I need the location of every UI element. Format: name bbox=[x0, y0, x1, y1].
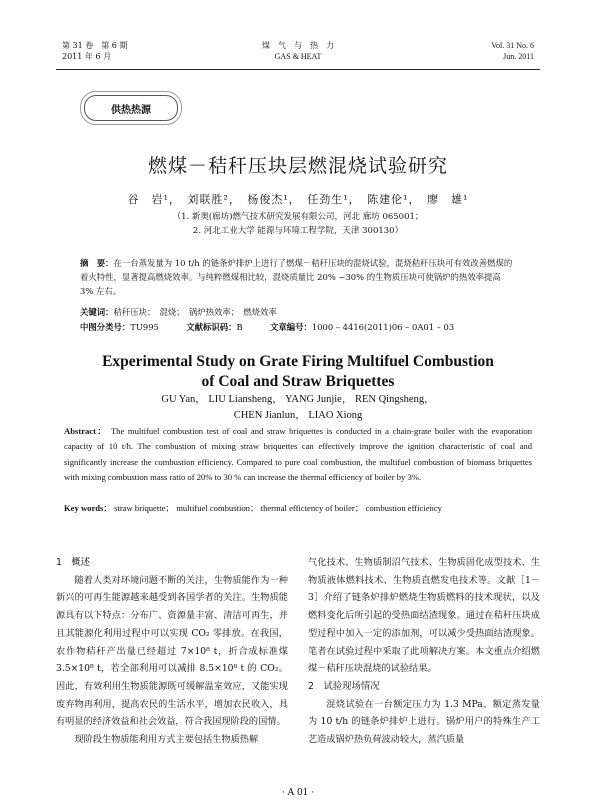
abstract-en bbox=[64, 424, 532, 485]
paragraph-intro-2: 现阶段生物质能利用方式主要包括生物质热解 bbox=[74, 734, 259, 746]
doc-code-label: 文献标识码： bbox=[186, 322, 237, 332]
paper-title-en bbox=[0, 352, 596, 392]
abstract-label-en: Abstract： bbox=[64, 426, 108, 436]
journal-issue-en bbox=[491, 40, 534, 62]
page-number: · A 01 · bbox=[281, 788, 315, 798]
journal-volume: 第 31 卷 第 6 期 bbox=[62, 41, 128, 50]
keywords-label-cn: 关键词： bbox=[80, 307, 114, 317]
clc-label: 中图分类号： bbox=[80, 322, 131, 332]
paragraph-site-1: 混烧试验在一台额定压力为 1.3 MPa、额定蒸发量为 10 t/h 的链条炉排炉上进行。锅炉用户的特殊生产工艺造成锅炉热负荷波动较大，蒸汽质量 bbox=[308, 698, 540, 746]
keywords-en bbox=[64, 501, 532, 516]
article-no-value: 1000 – 4416(2011)06 – 0A01 – 03 bbox=[311, 322, 455, 332]
paper-title-cn: 燃煤－秸秆压块层燃混烧试验研究 bbox=[147, 155, 448, 177]
body-column-left bbox=[56, 554, 288, 749]
authors-en-line2: CHEN Jianlun， LIAO Xiong bbox=[233, 410, 363, 421]
abstract-text-cn: 在一台蒸发量为 10 t/h 的链条炉排炉上进行了燃煤－秸秆压块的混烧试验，混烧秸秆压块可有效改善燃煤的着火特性，显著提高燃烧效率。与纯粹燃煤相比较，混烧质量比 20% ~30% 的生物质压块可使锅炉的热效率提高 3% 左右。 bbox=[80, 258, 513, 296]
journal-date-en: Jun. 2011 bbox=[503, 52, 534, 61]
journal-volume-en: Vol. 31 No. 6 bbox=[491, 41, 534, 50]
authors-en-line1: GU Yan， LIU Liansheng， YANG Junjie， REN Qingsheng， bbox=[161, 394, 435, 405]
keywords-text-cn: 秸秆压块； 混烧； 锅炉热效率； 燃烧效率 bbox=[113, 307, 277, 317]
clc-value: TU995 bbox=[130, 322, 159, 332]
classification-line bbox=[80, 320, 516, 334]
doc-code-value: B bbox=[236, 322, 243, 332]
article-no-label: 文章编号： bbox=[269, 322, 312, 332]
paragraph-intro-1: 随着人类对环境问题不断的关注，生物质能作为一种新兴的可再生能源越来越受到各国学者的关注。生物质能源具有以下特点：分布广、资源量丰富、清洁可再生，并且其能源化利用过程中可以实现 CO₂ 零排放。在我国，农作物秸秆产出量已经超过 7×10⁸ t，折合成标准煤 3.5×10⁸ t，若全部利用可以减排 8.5×10⁸ t 的 CO₂。因此，有效利用生物质能源既可缓解温室效应，又能实现废弃物再利用，提高农民的生活水平，增加农民收入，具有明显的经济效益和社会效益，符合我国现阶段的国情。 bbox=[56, 574, 288, 728]
paper-title-en-line1: Experimental Study on Grate Firing Multifuel Combustion bbox=[102, 353, 494, 370]
authors-cn: 谷 岩¹， 刘联胜²， 杨俊杰¹， 任劲生¹， 陈建伦¹， 廖 雄¹ bbox=[127, 193, 469, 206]
journal-date: 2011 年 6 月 bbox=[62, 52, 112, 61]
section-2-heading: 2 试验现场情况 bbox=[308, 680, 380, 692]
journal-name-cn: 煤 气 与 热 力 bbox=[262, 41, 334, 50]
header-rule bbox=[56, 69, 540, 70]
abstract-label-cn: 摘 要： bbox=[80, 258, 114, 268]
keywords-label-en: Key words： bbox=[64, 503, 112, 513]
paper-title-en-line2: of Coal and Straw Briquettes bbox=[201, 373, 395, 390]
paragraph-intro-3: 气化技术、生物质制沼气技术、生物质固化成型技术、生物质液体燃料技术、生物质直燃发电技术等。文献［1－3］介绍了链条炉排炉燃烧生物质燃料的技术现状，以及燃料变化后所引起的受热面结渣现象。通过在秸秆压块成型过程中加入一定的添加剂，可以减少受热面结渣现象。笔者在试验过程中采取了此项解决方案。本文重点介绍燃煤－秸秆压块混烧的试验结果。 bbox=[308, 557, 540, 675]
affiliation-1: （1. 新奥(廊坊)燃气技术研究发展有限公司，河北 廊坊 065001； bbox=[172, 212, 424, 222]
journal-name-en: GAS & HEAT bbox=[274, 52, 322, 61]
abstract-text-en: The multifuel combustion test of coal and straw briquettes is conducted in a chain-grate boiler with the evaporation capacity of 10 t/h. The combustion of mixing straw briquettes can effectively improve the ignition characteristic of coal and significantly increase the combustion efficiency. Compared to pure coal combustion, the multifuel combustion of biomass briquettes with mixing combustion mass ratio of 20% to 30 % can increase the thermal efficiency of boiler by 3%. bbox=[64, 426, 533, 482]
keywords-text-en: straw briquette； multifuel combustion； thermal efficiency of boiler； combustion efficiency bbox=[114, 503, 442, 513]
abstract-cn bbox=[80, 256, 516, 298]
section-1-heading: 1 概述 bbox=[56, 557, 91, 568]
body-column-right bbox=[308, 554, 540, 749]
section-badge: 供热热源 bbox=[84, 95, 178, 121]
keywords-cn bbox=[80, 305, 516, 319]
affiliation-2: 2. 河北工业大学 能源与环境工程学院，天津 300130） bbox=[192, 226, 404, 236]
